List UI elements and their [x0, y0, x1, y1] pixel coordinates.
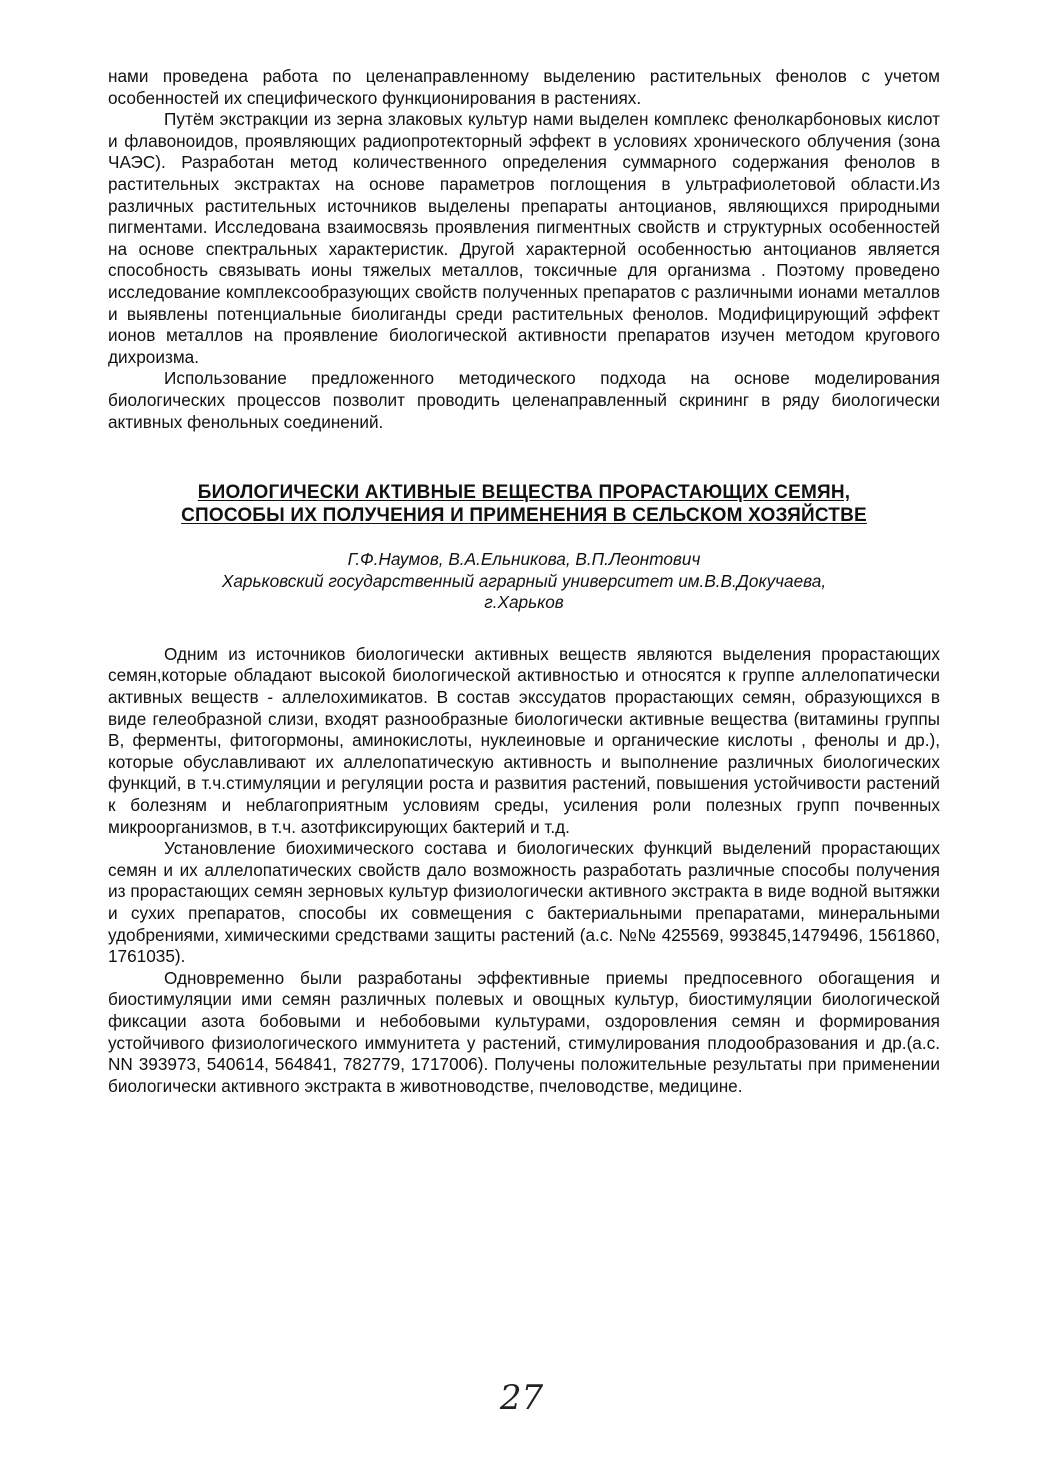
article-title — [108, 481, 940, 527]
article-title-line-2: СПОСОБЫ ИХ ПОЛУЧЕНИЯ И ПРИМЕНЕНИЯ В СЕЛЬСКОМ ХОЗЯЙСТВЕ — [181, 505, 867, 527]
article-title-line-1: БИОЛОГИЧЕСКИ АКТИВНЫЕ ВЕЩЕСТВА ПРОРАСТАЮЩИХ СЕМЯН, — [197, 482, 851, 504]
section-spacer — [108, 433, 940, 481]
intro-paragraph-1: нами проведена работа по целенаправленному выделению растительных фенолов с учетом особенностей их специфического функционирования в растениях. — [108, 66, 940, 108]
page-number: 27 — [499, 1378, 544, 1418]
article-paragraph-1: Одним из источников биологически активных веществ являются выделения прорастающих семян,которые обладают высокой биологической активностью и относятся к группе аллелопатически активных веществ - аллелохимикатов. В состав экссудатов прорастающих семян, образующихся в виде гелеобразной слизи, входят разнообразные биологически активные вещества (витамины группы В, ферменты, фитогормоны, аминокислоты, нуклеиновые и органические кислоты , фенолы и др.), которые обуславливают их аллелопатическую активность и выполнение различных биологических функций, в т.ч.стимуляции и регуляции роста и развития растений, повышения устойчивости растений к болезням и неблагоприятным условиям среды, усиления роли полезных групп почвенных микроорганизмов, в т.ч. азотфиксирующих бактерий и т.д. — [108, 643, 940, 837]
body-spacer — [108, 614, 940, 644]
article-paragraph-2: Установление биохимического состава и биологических функций выделений прорастающих семян и их аллелопатических свойств дало возможность разработать различные способы получения из прорастающих семян зерновых культур физиологически активного экстракта в виде водной вытяжки и сухих препаратов, способы их совмещения с бактериальными препаратами, минеральными удобрениями, химическими средствами защиты растений (а.с. №№ 425569, 993845,1479496, 1561860, 1761035). — [108, 838, 940, 967]
article-affiliation-line-2: г.Харьков — [484, 592, 564, 613]
article-paragraph-3: Одновременно были разработаны эффективные приемы предпосевного обогащения и биостимуляции ими семян различных полевых и овощных культур, биостимуляции биологической фиксации азота бобовыми и небобовыми культурами, оздоровления семян и формирования устойчивого физиологического иммунитета у растений, стимулирования плодообразования и др.(а.с. NN 393973, 540614, 564841, 782779, 1717006). Получены положительные результаты при применении биологически активного экстракта в животноводстве, пчеловодстве, медицине. — [108, 967, 940, 1096]
article-affiliation-line-1: Харьковский государственный аграрный университет им.В.В.Докучаева, — [221, 570, 827, 591]
document-page — [108, 66, 940, 1097]
intro-paragraph-2: Путём экстракции из зерна злаковых культур нами выделен комплекс фенолкарбоновых кислот и флавоноидов, проявляющих радиопротекторный эффект в условиях хронического облучения (зона ЧАЭС). Разработан метод количественного определения суммарного содержания фенолов в растительных экстрактах на основе параметров поглощения в ультрафиолетовой области.Из различных растительных источников выделены препараты антоцианов, являющихся природными пигментами. Исследована взаимосвязь проявления пигментных свойств и структурных особенностей на основе спектральных характеристик. Другой характерной особенностью антоцианов является способность связывать ионы тяжелых металлов, токсичные для организма . Поэтому проведено исследование комплексообразующих свойств полученных препаратов с различными ионами металлов и выявлены потенциальные биолиганды среди растительных фенолов. Модифицирующий эффект ионов металлов на проявление биологической активности препаратов изучен методом кругового дихроизма. — [108, 109, 940, 367]
article-authors: Г.Ф.Наумов, В.А.Ельникова, В.П.Леонтович — [347, 549, 701, 570]
intro-paragraph-3: Использование предложенного методического подхода на основе моделирования биологических процессов позволит проводить целенаправленный скрининг в ряду биологически активных фенольных соединений. — [108, 368, 940, 432]
